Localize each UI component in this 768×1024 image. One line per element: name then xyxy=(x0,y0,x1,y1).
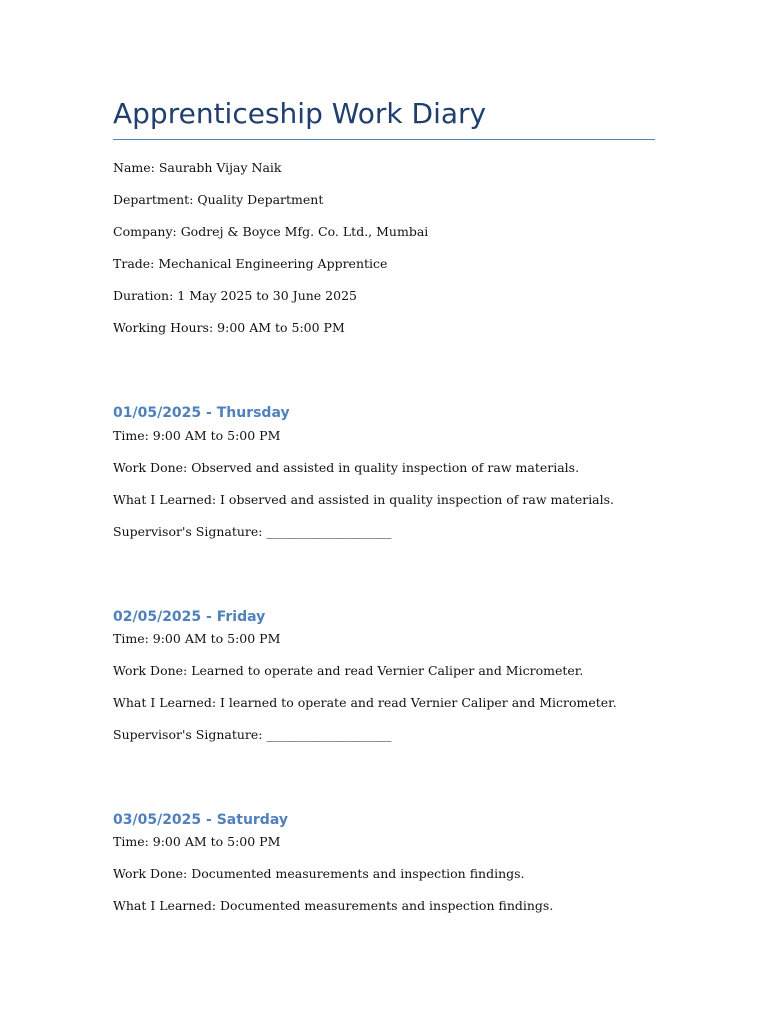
entry-signature: Supervisor's Signature: ____________________ xyxy=(113,524,392,539)
document-title: Apprenticeship Work Diary xyxy=(113,97,487,130)
department-line: Department: Quality Department xyxy=(113,192,324,207)
duration-line: Duration: 1 May 2025 to 30 June 2025 xyxy=(113,288,357,303)
entry-heading: 03/05/2025 - Saturday xyxy=(113,812,288,828)
entry-heading: 02/05/2025 - Friday xyxy=(113,609,266,625)
entry-time: Time: 9:00 AM to 5:00 PM xyxy=(113,428,281,443)
entry-work-done: Work Done: Documented measurements and inspection findings. xyxy=(113,866,525,881)
entry-signature: Supervisor's Signature: ____________________ xyxy=(113,727,392,742)
entry-heading: 01/05/2025 - Thursday xyxy=(113,405,290,421)
entry-learned: What I Learned: Documented measurements and inspection findings. xyxy=(113,898,554,913)
working-hours-line: Working Hours: 9:00 AM to 5:00 PM xyxy=(113,320,345,335)
title-underline xyxy=(113,139,655,140)
entry-learned: What I Learned: I learned to operate and read Vernier Caliper and Micrometer. xyxy=(113,695,617,710)
entry-time: Time: 9:00 AM to 5:00 PM xyxy=(113,631,281,646)
company-line: Company: Godrej & Boyce Mfg. Co. Ltd., Mumbai xyxy=(113,224,429,239)
trade-line: Trade: Mechanical Engineering Apprentice xyxy=(113,256,388,271)
entry-work-done: Work Done: Observed and assisted in quality inspection of raw materials. xyxy=(113,460,580,475)
entry-time: Time: 9:00 AM to 5:00 PM xyxy=(113,834,281,849)
entry-learned: What I Learned: I observed and assisted in quality inspection of raw materials. xyxy=(113,492,615,507)
entry-work-done: Work Done: Learned to operate and read Vernier Caliper and Micrometer. xyxy=(113,663,584,678)
name-line: Name: Saurabh Vijay Naik xyxy=(113,160,282,175)
